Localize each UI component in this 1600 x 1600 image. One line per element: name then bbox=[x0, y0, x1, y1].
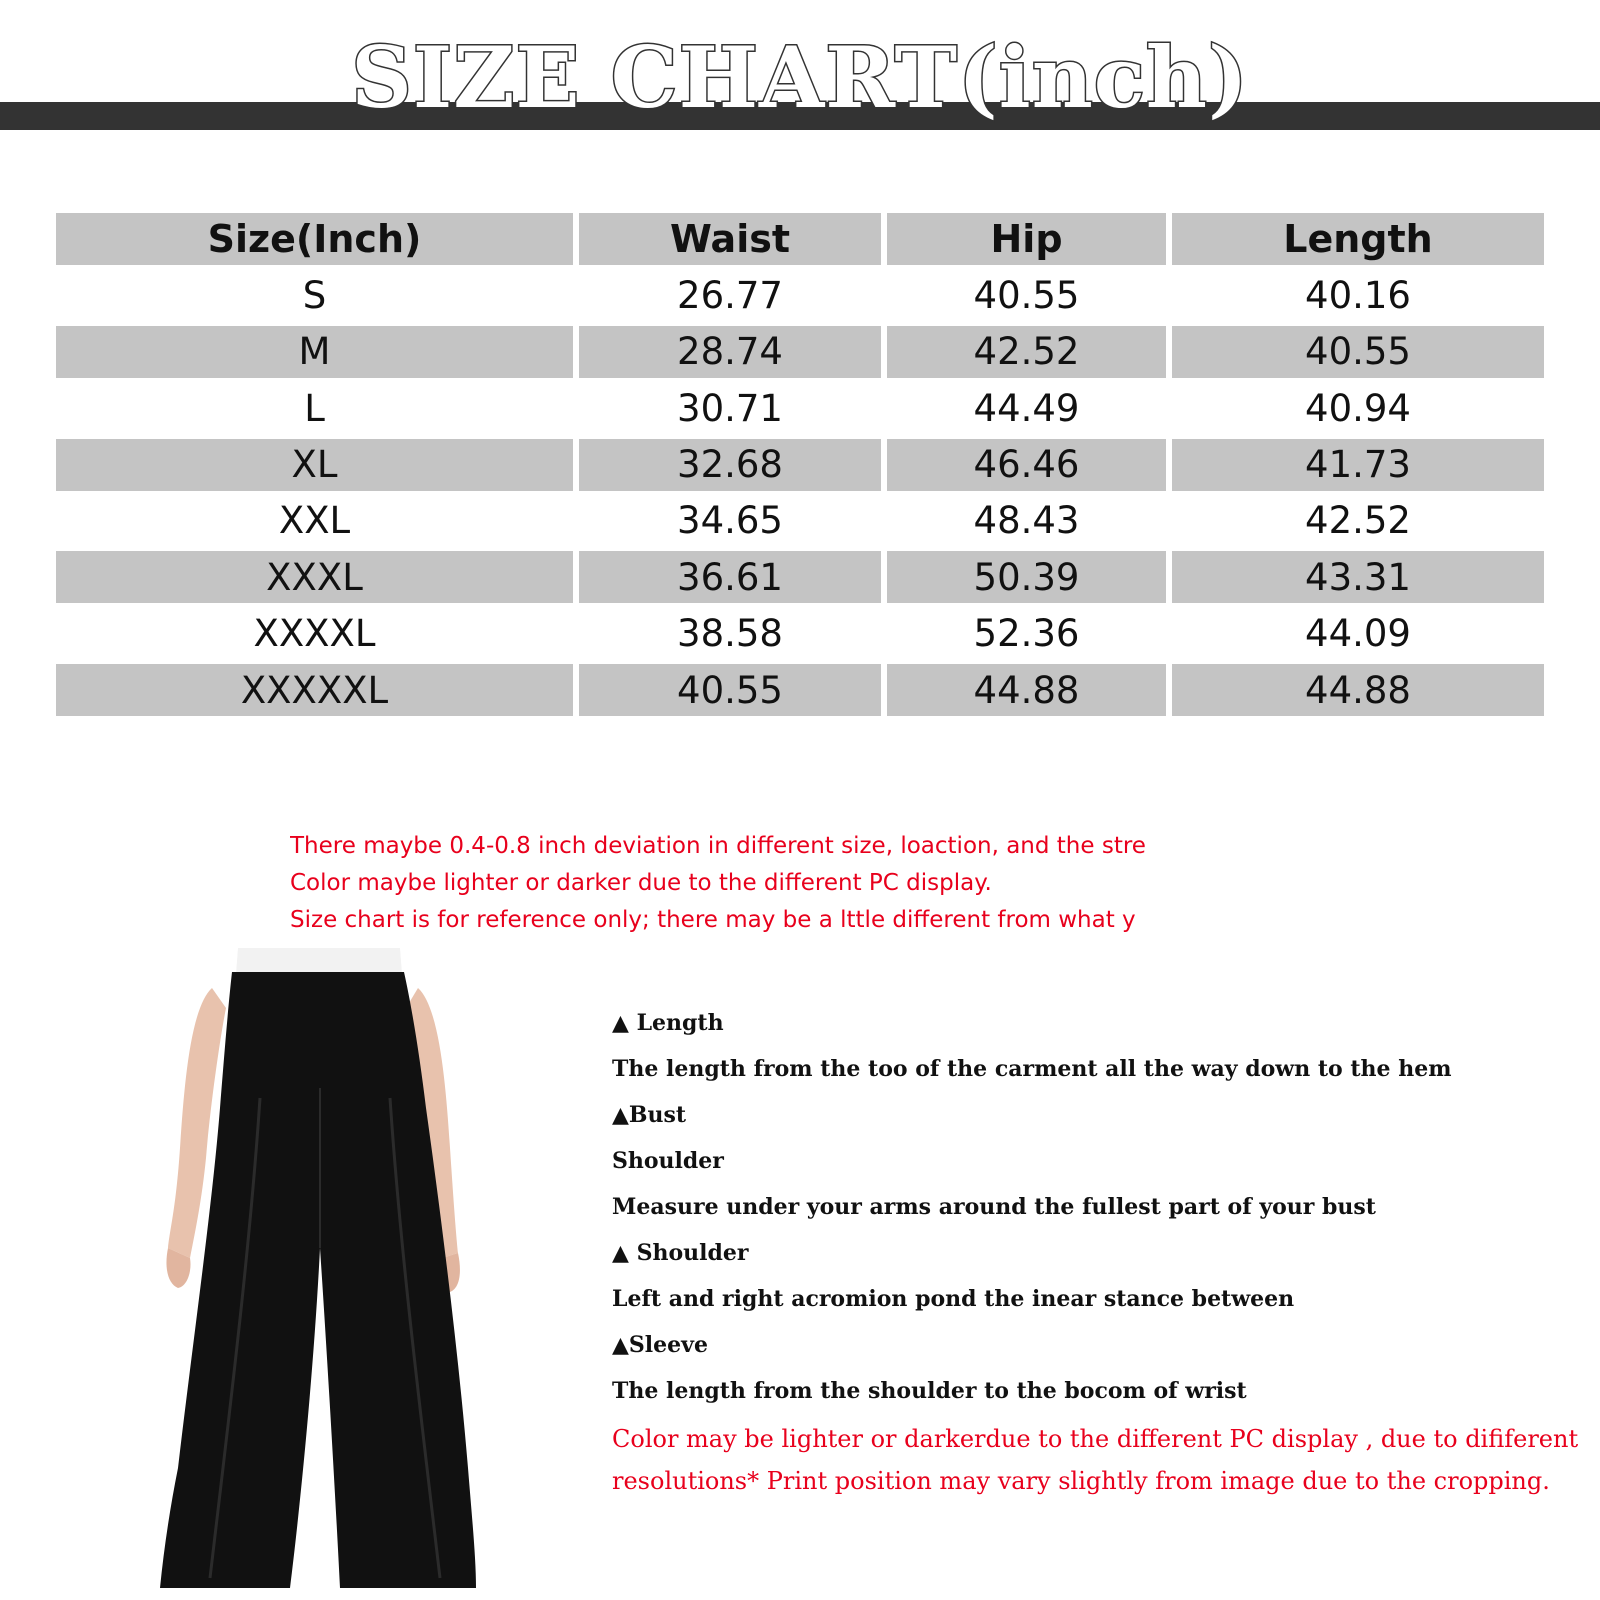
page-title: SIZE CHART(inch) bbox=[351, 28, 1249, 127]
guide-length-desc: The length from the too of the carment all the way down to the hem bbox=[612, 1056, 1452, 1082]
length-cell: 41.73 bbox=[1172, 439, 1544, 491]
note-line: There maybe 0.4-0.8 inch deviation in different size, loaction, and the stre bbox=[290, 833, 1146, 859]
guide-bust-desc: Measure under your arms around the fullest part of your bust bbox=[612, 1194, 1376, 1220]
size-cell: XXL bbox=[278, 499, 351, 543]
measurement-guide bbox=[612, 1000, 1592, 1502]
length-cell: 44.88 bbox=[1172, 664, 1544, 716]
column-header-length: Length bbox=[1172, 213, 1544, 265]
column-header-size: Size(Inch) bbox=[56, 213, 573, 265]
length-cell: 43.31 bbox=[1172, 551, 1544, 603]
length-cell: 40.55 bbox=[1172, 326, 1544, 378]
waist-cell: 34.65 bbox=[677, 499, 783, 543]
hip-cell: 48.43 bbox=[973, 499, 1080, 543]
column-header-waist: Waist bbox=[579, 213, 881, 265]
hip-cell: 44.88 bbox=[887, 664, 1166, 716]
table-row bbox=[56, 439, 1544, 495]
guide-shoulder-desc: Left and right acromion pond the inear stance between bbox=[612, 1286, 1295, 1312]
length-cell: 44.09 bbox=[1305, 612, 1411, 656]
size-cell: M bbox=[56, 326, 573, 378]
table-header-row bbox=[56, 213, 1544, 269]
length-cell: 40.94 bbox=[1305, 386, 1411, 430]
size-cell: XXXL bbox=[56, 551, 573, 603]
table-row bbox=[56, 608, 1544, 664]
size-cell: XXXXL bbox=[253, 612, 376, 656]
size-cell: L bbox=[304, 386, 325, 430]
hip-cell: 50.39 bbox=[887, 551, 1166, 603]
table-row bbox=[56, 382, 1544, 438]
table-row bbox=[56, 664, 1544, 720]
length-cell: 40.16 bbox=[1305, 273, 1411, 317]
model-photo bbox=[150, 948, 480, 1600]
table-row bbox=[56, 326, 1544, 382]
deviation-notes bbox=[290, 828, 1150, 939]
hip-cell: 42.52 bbox=[887, 326, 1166, 378]
note-line: Color maybe lighter or darker due to the different PC display. bbox=[290, 870, 992, 896]
hip-cell: 46.46 bbox=[887, 439, 1166, 491]
waist-cell: 38.58 bbox=[677, 612, 783, 656]
table-row bbox=[56, 495, 1544, 551]
guide-bust-subtitle: Shoulder bbox=[612, 1148, 724, 1174]
size-table bbox=[56, 213, 1544, 721]
waist-cell: 40.55 bbox=[579, 664, 881, 716]
size-cell: S bbox=[302, 273, 327, 317]
guide-sleeve-title: ▲Sleeve bbox=[612, 1332, 708, 1358]
size-cell: XXXXXL bbox=[56, 664, 573, 716]
waist-cell: 28.74 bbox=[579, 326, 881, 378]
color-disclaimer bbox=[612, 1418, 1592, 1502]
hip-cell: 52.36 bbox=[973, 612, 1080, 656]
guide-sleeve-desc: The length from the shoulder to the bocom of wrist bbox=[612, 1378, 1247, 1404]
guide-shoulder-title: ▲ Shoulder bbox=[612, 1240, 749, 1266]
length-cell: 42.52 bbox=[1305, 499, 1411, 543]
waist-cell: 26.77 bbox=[677, 273, 783, 317]
hip-cell: 40.55 bbox=[973, 273, 1080, 317]
waist-cell: 36.61 bbox=[579, 551, 881, 603]
table-row bbox=[56, 269, 1544, 325]
table-row bbox=[56, 551, 1544, 607]
waist-cell: 30.71 bbox=[677, 386, 783, 430]
column-header-hip: Hip bbox=[887, 213, 1166, 265]
hip-cell: 44.49 bbox=[973, 386, 1080, 430]
guide-length-title: ▲ Length bbox=[612, 1010, 724, 1036]
note-line: Size chart is for reference only; there may be a lttle different from what y bbox=[290, 907, 1136, 933]
size-cell: XL bbox=[56, 439, 573, 491]
disclaimer-line: resolutions* Print position may vary slightly from image due to the cropping. bbox=[612, 1467, 1550, 1495]
guide-bust-title: ▲Bust bbox=[612, 1102, 687, 1128]
disclaimer-line: Color may be lighter or darkerdue to the different PC display , due to dififerent bbox=[612, 1425, 1579, 1453]
waist-cell: 32.68 bbox=[579, 439, 881, 491]
